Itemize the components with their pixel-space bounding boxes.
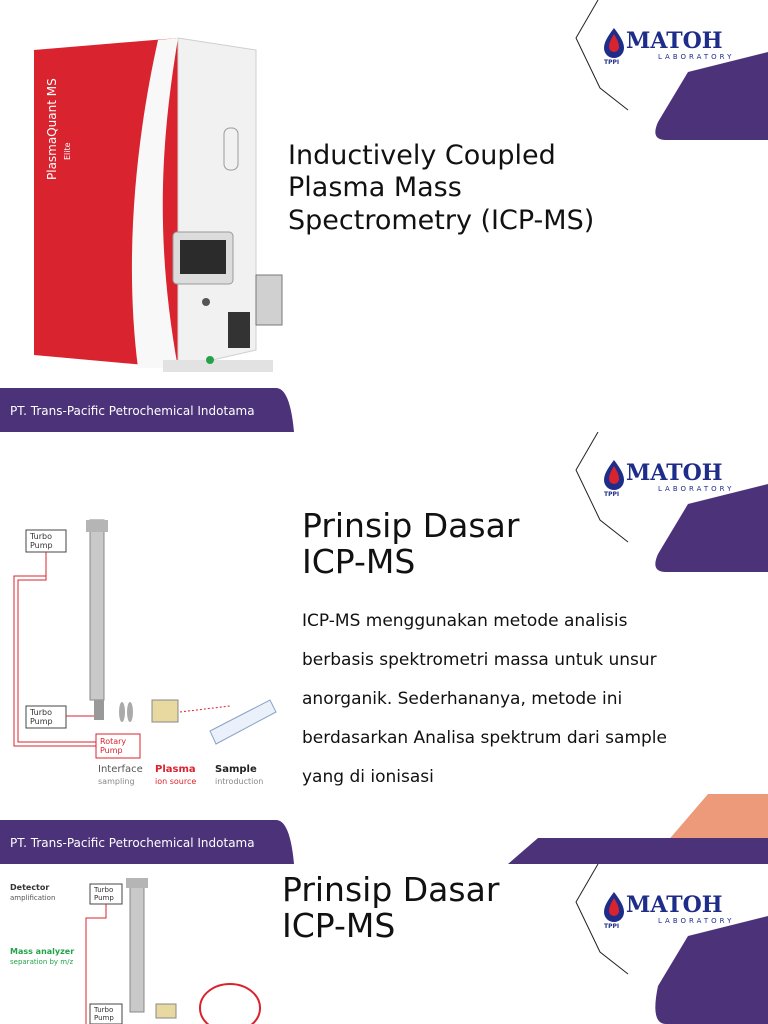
company-name: PT. Trans-Pacific Petrochemical Indotama bbox=[10, 836, 255, 850]
mass-analyzer-label: Mass analyzer bbox=[10, 947, 75, 956]
device-brand-label: PlasmaQuant MS bbox=[45, 78, 59, 180]
detector-sub-label: amplification bbox=[10, 894, 56, 902]
icp-ms-diagram-detail bbox=[6, 878, 276, 1024]
mass-analyzer-sub-label: separation by m/z bbox=[10, 958, 74, 966]
body-line: berbasis spektrometri massa untuk unsur bbox=[302, 650, 657, 670]
device-model-label: Elite bbox=[63, 142, 72, 160]
slide-3 bbox=[0, 864, 768, 1024]
matoh-logo bbox=[600, 24, 748, 66]
body-line: berdasarkan Analisa spektrum dari sample bbox=[302, 728, 667, 748]
slide-2-title: Prinsip Dasar ICP-MS bbox=[302, 506, 520, 581]
sample-sub-label: introduction bbox=[215, 777, 264, 786]
logo-lab-text: LABORATORY bbox=[658, 917, 735, 925]
logo-brand-text: MATOH bbox=[626, 892, 723, 918]
interface-sub-label: sampling bbox=[98, 777, 135, 786]
icp-ms-instrument-image bbox=[28, 30, 290, 375]
matoh-logo bbox=[600, 888, 748, 930]
corner-decoration bbox=[568, 432, 768, 572]
corner-bottom-decoration bbox=[508, 794, 768, 864]
corner-decoration bbox=[568, 0, 768, 140]
body-line: anorganik. Sederhananya, metode ini bbox=[302, 689, 623, 709]
slide-3-title: Prinsip Dasar ICP-MS bbox=[282, 870, 500, 945]
rotary-pump-label: Rotary Pump bbox=[100, 737, 127, 755]
icp-ms-diagram bbox=[10, 516, 290, 796]
slide-1 bbox=[0, 0, 768, 432]
interface-label: Interface bbox=[98, 764, 143, 775]
body-line: ICP-MS menggunakan metode analisis bbox=[302, 611, 628, 631]
body-line: yang di ionisasi bbox=[302, 767, 434, 787]
logo-mark-text: TPPI bbox=[604, 59, 620, 66]
slide-2 bbox=[0, 432, 768, 864]
plasma-label: Plasma bbox=[155, 764, 196, 775]
turbo-pump-top-label: Turbo Pump bbox=[94, 886, 114, 902]
logo-lab-text: LABORATORY bbox=[658, 53, 735, 61]
turbo-pump-top-label: Turbo Pump bbox=[30, 532, 53, 550]
detector-label: Detector bbox=[10, 883, 50, 892]
slide-2-body bbox=[302, 602, 702, 797]
turbo-pump-bottom-label: Turbo Pump bbox=[94, 1006, 114, 1022]
logo-lab-text: LABORATORY bbox=[658, 485, 735, 493]
matoh-logo bbox=[600, 456, 748, 498]
logo-mark-text: TPPI bbox=[604, 923, 620, 930]
sample-label: Sample bbox=[215, 764, 257, 775]
company-name: PT. Trans-Pacific Petrochemical Indotama bbox=[10, 404, 255, 418]
plasma-sub-label: ion source bbox=[155, 777, 197, 786]
turbo-pump-bottom-label: Turbo Pump bbox=[30, 708, 53, 726]
slide-1-title: Inductively Coupled Plasma Mass Spectrometry (ICP-MS) bbox=[288, 140, 595, 236]
logo-brand-text: MATOH bbox=[626, 460, 723, 486]
logo-brand-text: MATOH bbox=[626, 28, 723, 54]
logo-mark-text: TPPI bbox=[604, 491, 620, 498]
